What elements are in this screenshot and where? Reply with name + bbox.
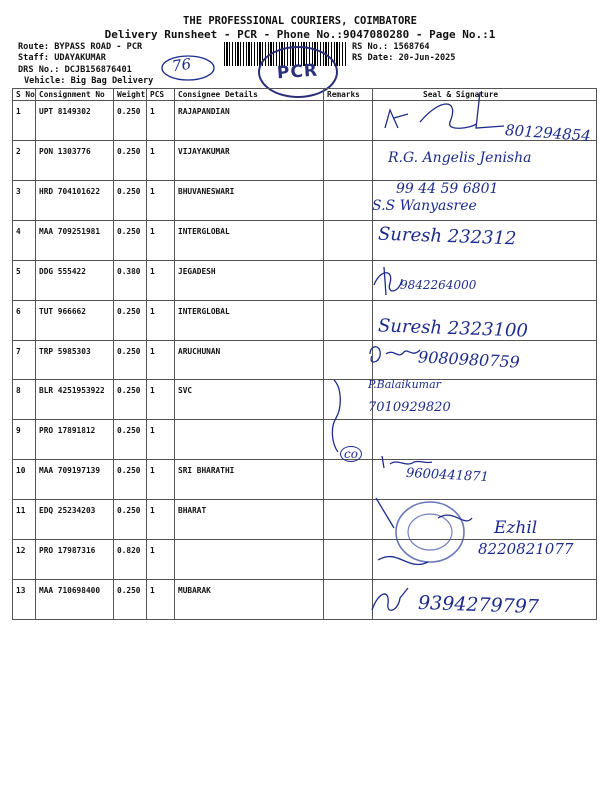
cell-weight: 0.250 [114,340,147,380]
cell-pcs: 1 [147,380,175,420]
table-row [13,180,597,220]
cell-sno: 13 [13,580,36,620]
cell-weight: 0.250 [114,380,147,420]
vehicle-label: Vehicle: Big Bag Delivery [24,76,154,86]
cell-sno: 3 [13,180,36,220]
cell-weight: 0.250 [114,220,147,260]
pcr-stamp: PCR [258,46,338,98]
cell-pcs: 1 [147,500,175,540]
signature-1-scrawl [380,88,510,143]
cell-consignment: PRO 17891812 [36,420,114,460]
col-consignment: Consignment No [36,89,114,101]
signature-7-scrawl [364,340,424,370]
staff-label: Staff: UDAYAKUMAR [18,53,106,63]
cell-remarks [324,540,373,580]
cell-weight: 0.250 [114,101,147,141]
signature-8b: 7010929820 [368,400,451,415]
cell-pcs: 1 [147,420,175,460]
signature-4: Suresh 232312 [377,223,517,250]
signature-12: 8220821077 [478,540,574,558]
cell-remarks [324,260,373,300]
cell-pcs: 1 [147,220,175,260]
cell-pcs: 1 [147,260,175,300]
cell-consignee: INTERGLOBAL [175,220,324,260]
signature-7: 9080980759 [417,347,521,372]
cell-consignee: JEGADESH [175,260,324,300]
drs-label: DRS No.: DCJB156876401 [18,65,132,75]
company-title: THE PROFESSIONAL COURIERS, COIMBATORE [183,15,417,27]
cell-sno: 7 [13,340,36,380]
cell-consignee: BHUVANESWARI [175,180,324,220]
signature-8a: P.Balaikumar [368,378,441,391]
signature-3a: 99 44 59 6801 [396,181,499,197]
cell-pcs: 1 [147,101,175,141]
table-row [13,260,597,300]
cell-sno: 5 [13,260,36,300]
cell-weight: 0.250 [114,500,147,540]
cell-remarks [324,300,373,340]
signature-6: Suresh 2323100 [377,315,529,342]
col-seal-signature: Seal & Signature [373,89,597,101]
cell-remarks [324,180,373,220]
cell-consignee: SRI BHARATHI [175,460,324,500]
col-weight: Weight [114,89,147,101]
cell-pcs: 1 [147,140,175,180]
cell-weight: 0.250 [114,420,147,460]
signature-2: R.G. Angelis Jenisha [388,150,532,166]
cell-consignment: PRO 17987316 [36,540,114,580]
cell-pcs: 1 [147,580,175,620]
cell-consignee: MUBARAK [175,580,324,620]
cell-consignment: MAA 709251981 [36,220,114,260]
cell-sno: 6 [13,300,36,340]
signature-5: 9842264000 [400,278,477,292]
signature-13: 9394279797 [417,591,540,619]
cell-consignee: BHARAT [175,500,324,540]
col-sno: S No [13,89,36,101]
cell-consignment: UPT 8149302 [36,101,114,141]
cell-pcs: 1 [147,460,175,500]
cell-pcs: 1 [147,540,175,580]
cell-consignee: SVC [175,380,324,420]
cell-weight: 0.820 [114,540,147,580]
table-row [13,460,597,500]
signature-1: 801294854 [504,121,592,145]
cell-sno: 9 [13,420,36,460]
cell-consignee: RAJAPANDIAN [175,101,324,141]
signature-10: 9600441871 [405,465,490,486]
cell-sno: 10 [13,460,36,500]
cell-remarks [324,220,373,260]
cell-consignment: TUT 966662 [36,300,114,340]
cell-consignment: MAA 710698400 [36,580,114,620]
cell-consignee [175,540,324,580]
cell-weight: 0.250 [114,140,147,180]
signature-5-scrawl [370,265,406,297]
cell-consignee: INTERGLOBAL [175,300,324,340]
cell-consignee: ARUCHUNAN [175,340,324,380]
cell-sno: 11 [13,500,36,540]
cell-weight: 0.250 [114,460,147,500]
signature-13-scrawl [368,582,418,616]
cell-consignment: PON 1303776 [36,140,114,180]
cell-weight: 0.380 [114,260,147,300]
runsheet-subtitle: Delivery Runsheet - PCR - Phone No.:9047080280 - Page No.:1 [104,28,496,41]
rs-date-label: RS Date: 20-Jun-2025 [352,53,456,63]
cell-consignment: DDG 555422 [36,260,114,300]
cell-sno: 12 [13,540,36,580]
col-pcs: PCS [147,89,175,101]
cell-consignee: VIJAYAKUMAR [175,140,324,180]
company-seal-stamp [368,488,488,578]
cell-pcs: 1 [147,180,175,220]
handwritten-count: 76 [170,54,193,76]
cell-sno: 2 [13,140,36,180]
cell-weight: 0.250 [114,180,147,220]
cell-sno: 4 [13,220,36,260]
table-row [13,380,597,420]
cell-remarks [324,500,373,540]
cell-weight: 0.250 [114,580,147,620]
cell-consignee [175,420,324,460]
remarks-mark: co [340,446,362,462]
cell-consignment: EDQ 25234203 [36,500,114,540]
rs-no-label: RS No.: 1568764 [352,42,430,52]
count-circle-mark [158,52,218,84]
cell-remarks [324,140,373,180]
cell-weight: 0.250 [114,300,147,340]
cell-pcs: 1 [147,300,175,340]
cell-sno: 8 [13,380,36,420]
cell-pcs: 1 [147,340,175,380]
route-label: Route: BYPASS ROAD - PCR [18,42,143,52]
signature-10-scrawl [378,452,438,474]
signature-3b: S.S Wanyasree [372,198,477,214]
signature-11: Ezhil [494,518,538,538]
cell-consignment: BLR 4251953922 [36,380,114,420]
col-consignee: Consignee Details [175,89,324,101]
cell-remarks [324,101,373,141]
cell-remarks [324,580,373,620]
col-remarks: Remarks [324,89,373,101]
cell-consignment: TRP 5985303 [36,340,114,380]
cell-consignment: HRD 704101622 [36,180,114,220]
cell-sno: 1 [13,101,36,141]
table-row [13,420,597,460]
cell-consignment: MAA 709197139 [36,460,114,500]
